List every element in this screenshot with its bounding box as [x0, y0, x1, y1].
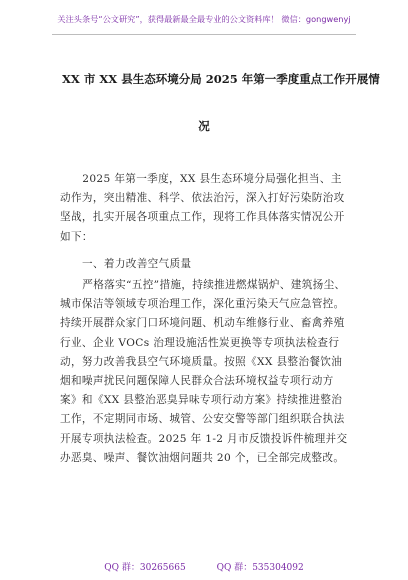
footer-contacts [0, 560, 408, 573]
intro-paragraph: 2025 年第一季度，XX 县生态环境分局强化担当、主动作为，突出精准、科学、依法治污，深入打好污染防治攻坚战，扎实开展各项重点工作，现将工作具体落实情况公开如下： [60, 173, 345, 243]
footer-qq-group-2: QQ 群：535304092 [216, 563, 304, 573]
section-heading: 一、着力改善空气质量 [82, 258, 192, 270]
header-divider [52, 34, 356, 35]
section-paragraph: 严格落实“五控”措施，持续推进燃煤锅炉、建筑扬尘、城市保洁等领域专项治理工作，深化重污染天气应急管控。持续开展群众家门口环境问题、机动车维修行业、畜禽养殖行业、企业 VOCs 治理设施活性炭更换等专项执法检查行动，努力改善我县空气环境质量。按照《XX 县整治餐饮油烟和噪声扰民问题保障人民群众合法环境权益专项行动方案》和《XX 县整治恶臭异味专项行动方案》持续推进整治工作，不定期同市场、城管、公安交警等部门组织联合执法开展专项执法检查。2025 年 1-2 月市反馈投诉件梳理并交办恶臭、噪声、餐饮油烟问题共 20 个，已全部完成整改。 [60, 279, 348, 464]
document-title: XX 市 XX 县生态环境分局 2025 年第一季度重点工作开展情 [62, 72, 380, 86]
document-title-continuation: 况 [198, 119, 210, 133]
footer-qq-group-1: QQ 群：30265665 [104, 563, 186, 573]
header-banner: 关注头条号“公文研究”，获得最新最全最专业的公文资料库！ 微信：gongwenyj [57, 14, 351, 24]
